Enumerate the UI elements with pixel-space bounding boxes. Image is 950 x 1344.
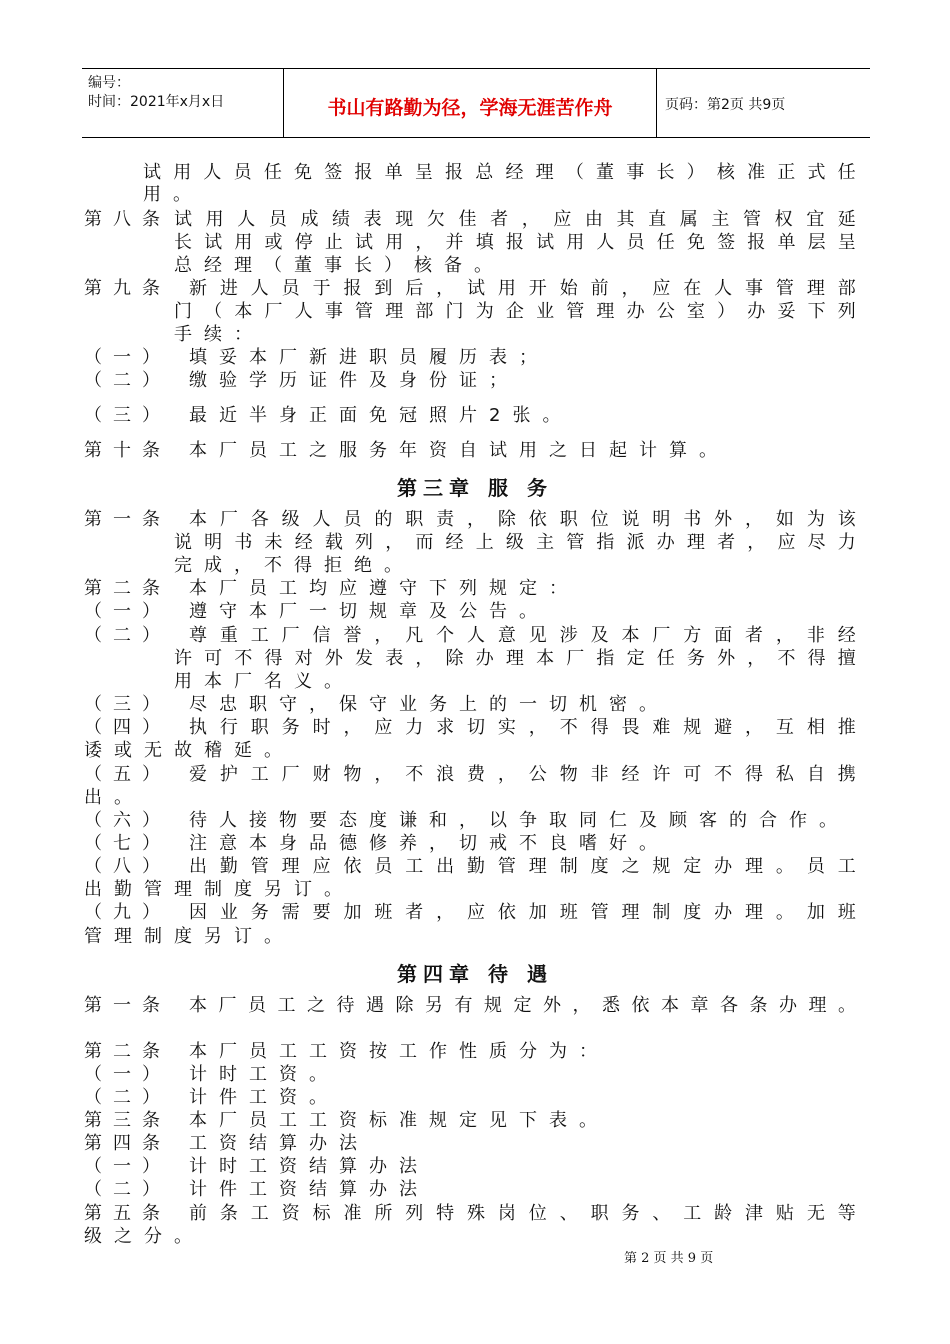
body-line: 注意本身品德修养，切戒不良嗜好。 — [189, 833, 669, 854]
clause-label: （一） — [84, 601, 171, 622]
clause-label: 第十条 — [84, 440, 171, 461]
clause-label: （七） — [84, 833, 171, 854]
body-line: 出勤管理制度另订。 — [84, 879, 354, 900]
page-info: 页码：第2页 共9页 — [665, 97, 786, 113]
body-line: 尽忠职守，保守业务上的一切机密。 — [189, 694, 669, 715]
clause-label: （六） — [84, 810, 171, 831]
clause-label: （三） — [84, 405, 171, 426]
body-line: 出。 — [84, 787, 144, 808]
clause-label: 第四条 — [84, 1133, 171, 1154]
header-meta-cell — [82, 69, 284, 137]
body-line: 完成，不得拒绝。 — [174, 555, 414, 576]
body-line: 计件工资结算办法 — [189, 1179, 429, 1200]
body-line: 诿或无故稽延。 — [84, 740, 294, 761]
clause-label: 第一条 — [84, 509, 171, 530]
body-line: 用本厂名义。 — [174, 671, 354, 692]
header-page-cell — [657, 69, 870, 137]
body-line: 尊 重 工 厂 信 誉 ， 凡 个 人 意 见 涉 及 本 厂 方 面 者 ， 非 经 — [189, 625, 856, 646]
clause-label: 第八条 — [84, 209, 171, 230]
clause-label: 第五条 — [84, 1203, 171, 1224]
body-line: 总经理（董事长）核备。 — [174, 255, 504, 276]
clause-label: （五） — [84, 764, 171, 785]
body-line: 本厂员工工资标准规定见下表。 — [189, 1110, 609, 1131]
clause-label: （一） — [84, 1156, 171, 1177]
body-line: 级之分。 — [84, 1226, 204, 1247]
body-line: 门 （ 本 厂 人 事 管 理 部 门 为 企 业 管 理 办 公 室 ） 办 妥 下 列 — [174, 301, 856, 322]
body-line: 本 厂 各 级 人 员 的 职 责 ， 除 依 职 位 说 明 书 外 ， 如 为 该 — [189, 509, 856, 530]
body-line: 缴验学历证件及身份证； — [189, 370, 519, 391]
body-line: 执 行 职 务 时 ， 应 力 求 切 实 ， 不 得 畏 难 规 避 ， 互 相 推 — [189, 717, 856, 738]
body-line: 出 勤 管 理 应 依 员 工 出 勤 管 理 制 度 之 规 定 办 理 。 员 工 — [189, 856, 856, 877]
body-line: 前 条 工 资 标 准 所 列 特 殊 岗 位 、 职 务 、 工 龄 津 贴 无 等 — [189, 1203, 856, 1224]
body-line: 试 用 人 员 任 免 签 报 单 呈 报 总 经 理 （ 董 事 长 ） 核 准 正 式 任 — [143, 162, 856, 183]
body-line: 说 明 书 未 经 载 列 ， 而 经 上 级 主 管 指 派 办 理 者 ， 应 尽 力 — [174, 532, 856, 553]
clause-label: （一） — [84, 1064, 171, 1085]
body-line: 遵守本厂一切规章及公告。 — [189, 601, 549, 622]
clause-label: 第三条 — [84, 1110, 171, 1131]
body-line: 长 试 用 或 停 止 试 用 ， 并 填 报 试 用 人 员 任 免 签 报 单 层 呈 — [174, 232, 856, 253]
clause-label: 第一条 — [84, 995, 171, 1016]
body-line: 手续： — [174, 324, 264, 345]
chapter-heading: 第三章 服 务 — [397, 476, 553, 500]
clause-label: （二） — [84, 625, 171, 646]
clause-label: （八） — [84, 856, 171, 877]
body-line: 本厂员工均应遵守下列规定： — [189, 578, 579, 599]
document-header — [82, 68, 870, 138]
clause-label: 第二条 — [84, 1041, 171, 1062]
time-label: 时间：2021年x月x日 — [88, 94, 225, 110]
serial-label: 编号： — [88, 75, 130, 91]
body-line: 新 进 人 员 于 报 到 后 ， 试 用 开 始 前 ， 应 在 人 事 管 理 部 — [189, 278, 856, 299]
body-line: 填妥本厂新进职员履历表； — [189, 347, 549, 368]
clause-label: 第二条 — [84, 578, 171, 599]
clause-label: （三） — [84, 694, 171, 715]
body-line: 因 业 务 需 要 加 班 者 ， 应 依 加 班 管 理 制 度 办 理 。 加 班 — [189, 902, 856, 923]
clause-label: （二） — [84, 370, 171, 391]
page-footer: 第 2 页 共 9 页 — [624, 1251, 714, 1266]
body-line: 管理制度另订。 — [84, 926, 294, 947]
clause-label: （二） — [84, 1087, 171, 1108]
body-line: 许 可 不 得 对 外 发 表 ， 除 办 理 本 厂 指 定 任 务 外 ， 不 得 擅 — [174, 648, 856, 669]
chapter-heading: 第四章 待 遇 — [397, 962, 553, 986]
body-line: 待人接物要态度谦和，以争取同仁及顾客的合作。 — [189, 810, 849, 831]
body-line: 计件工资。 — [189, 1087, 339, 1108]
body-line: 本厂员工之服务年资自试用之日起计算。 — [189, 440, 729, 461]
clause-label: （一） — [84, 347, 171, 368]
body-line: 计时工资结算办法 — [189, 1156, 429, 1177]
body-line: 本厂员工工资按工作性质分为： — [189, 1041, 609, 1062]
body-line: 计时工资。 — [189, 1064, 339, 1085]
clause-label: 第九条 — [84, 278, 171, 299]
header-motto-cell — [284, 69, 657, 137]
body-line: 本 厂 员 工 之 待 遇 除 另 有 规 定 外 ， 悉 依 本 章 各 条 办 理 。 — [189, 995, 856, 1016]
body-line: 最近半身正面免冠照片2张。 — [189, 405, 573, 426]
body-line: 工资结算办法 — [189, 1133, 369, 1154]
body-line: 试 用 人 员 成 绩 表 现 欠 佳 者 ， 应 由 其 直 属 主 管 权 宜 延 — [174, 209, 856, 230]
body-line: 用。 — [143, 184, 203, 205]
clause-label: （二） — [84, 1179, 171, 1200]
body-line: 爱 护 工 厂 财 物 ， 不 浪 费 ， 公 物 非 经 许 可 不 得 私 自 携 — [189, 764, 856, 785]
motto: 书山有路勤为径，学海无涯苦作舟 — [327, 97, 613, 119]
clause-label: （九） — [84, 902, 171, 923]
clause-label: （四） — [84, 717, 171, 738]
